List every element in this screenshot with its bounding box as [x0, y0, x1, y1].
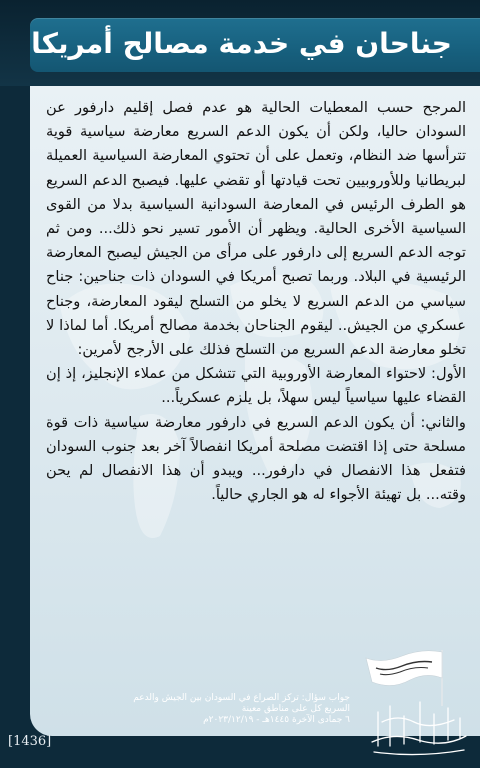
source-date: ٦ جمادى الآخرة ١٤٤٥هـ - ٢٠٢٣/١٢/١٩م: [203, 715, 350, 725]
paragraph-2: الأول: لاحتواء المعارضة الأوروبية التي تتشكل من عملاء الإنجليز، إذ إن القضاء عليها سياسياً ليس سهلاً، بل يلزم عسكرياً...: [46, 365, 466, 407]
article-body: [46, 96, 466, 507]
issue-number: [1436]: [8, 734, 52, 749]
source-question: جواب سؤال: تركز الصراع في السودان بين الجيش والدعم السريع كل على مناطق معينة: [133, 693, 350, 714]
title-box: [30, 18, 480, 72]
paragraph-3: والثاني: أن يكون الدعم السريع في دارفور معارضة سياسية ذات قوة مسلحة حتى إذا اقتضت مصلحة أمريكا انفصالاً آخر بعد جنوب السودان فتفعل هذا الانفصال في دارفور... ويبدو أن هذا الانفصال لم يحن وقته... بل تهيئة الأجواء له هو الجاري حالياً.: [46, 413, 466, 504]
paragraph-1: المرجح حسب المعطيات الحالية هو عدم فصل إقليم دارفور عن السودان حاليا، ولكن أن يكون الدعم السريع معارضة سياسية قوية تترأسها ضد النظام، وتعمل على أن تحتوي المعارضة السياسية العميلة لبريطانيا وللأوروبيين تحت قيادتها أو تقضي عليها. فيصبح الدعم السريع هو الطرف الرئيس في المعارضة السودانية السياسية بدلا من القوى السياسية الأخرى الحالية. ويظهر أن الأمور تسير نحو ذلك... ومن ثم توجه الدعم السريع إلى دارفور على مرأى من الجيش ليصبح المعارضة الرئيسية في البلاد. وربما تصبح أمريكا في السودان ذات جناحين: جناح سياسي من الدعم السريع لا يخلو من التسلح ليقود المعارضة، وجناح عسكري من الجيش.. ليقوم الجناحان بخدمة مصالح أمريكا. أما لماذا لا تخلو معارضة الدعم السريع من التسلح فذلك على الأرجح لأمرين:: [46, 99, 466, 359]
page-title: جناحان في خدمة مصالح أمريكا: [31, 27, 452, 60]
source-note: [120, 693, 350, 726]
calligraphy-seal-icon: [364, 692, 472, 762]
article-card: [30, 86, 480, 736]
